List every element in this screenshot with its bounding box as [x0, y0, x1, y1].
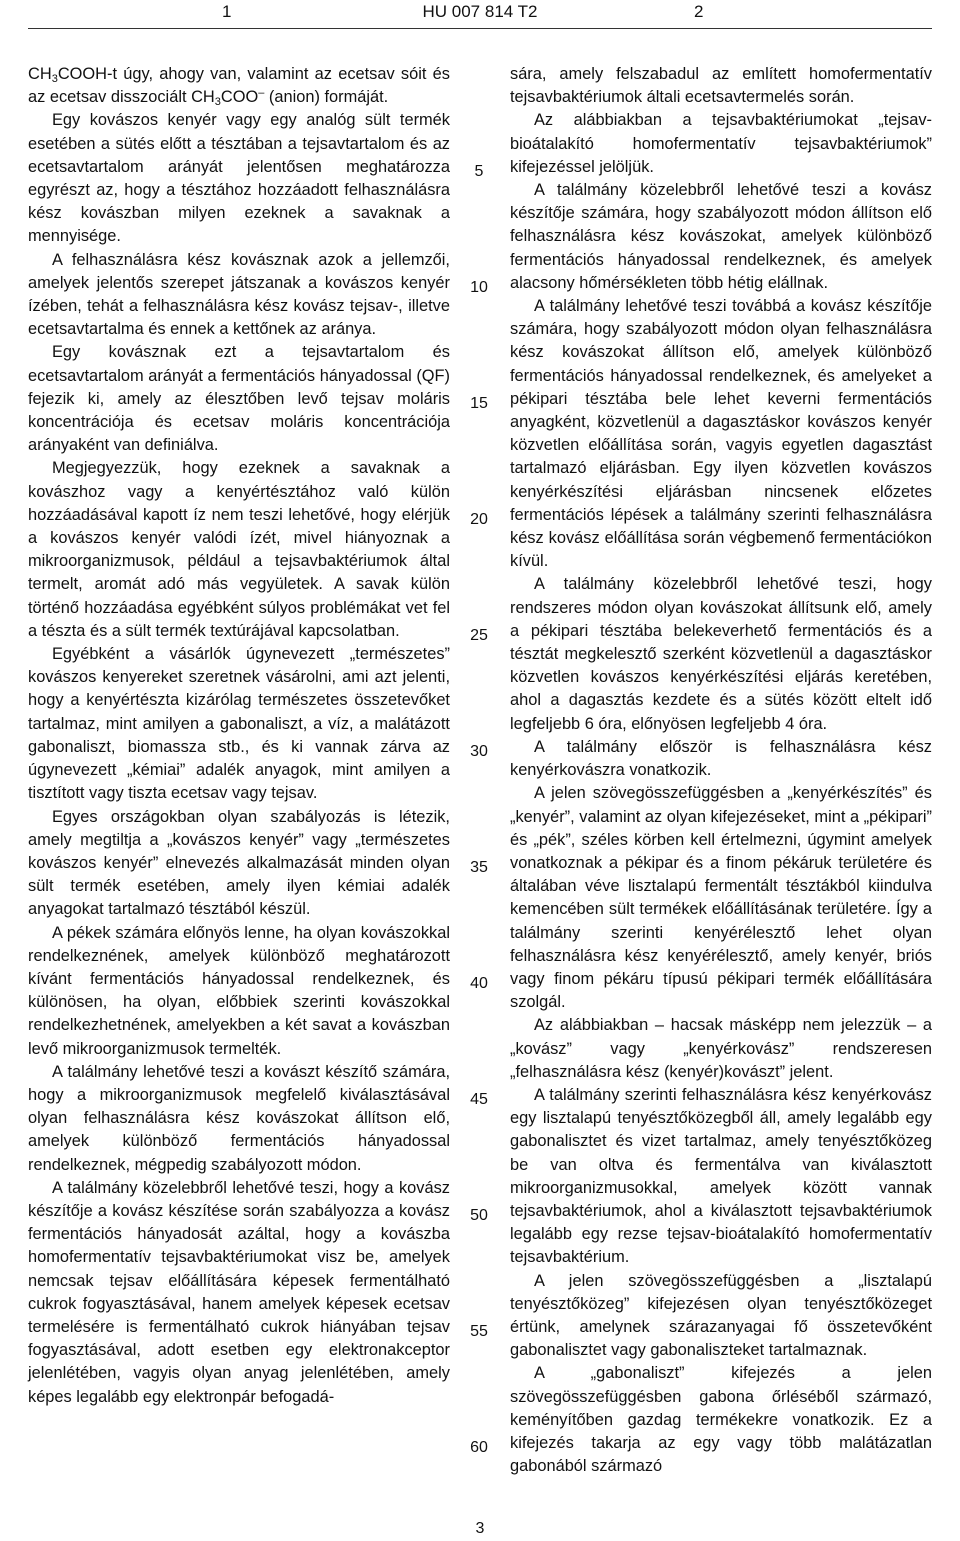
- left-paragraph: Egyébként a vásárlók úgynevezett „természetes” kovászos kenyereket szeretnek vásárolni, ami azt jelenti, hogy a kenyértészta kizárólag természetes összetevőket tartalmaz, mint amilyen a gabonaliszt, a víz, a malátázott gabonaliszt, biomassza stb., és ki vannak zárva az úgynevezett „kémiai” adalék anyagok, mint amilyen a tisztított vagy tiszta ecetsav vagy tejsav.: [28, 645, 450, 803]
- formula-text: COOH-t úgy, ahogy van, valamint az ecetsav sóit és az ecetsav disszociált CH: [28, 65, 450, 107]
- left-paragraph: A találmány lehetővé teszi a kovászt készítő számára, hogy a mikroorganizmusok megfelelő kiválasztásával olyan felhasználásra kész kovászokat állítson elő, amelyek különböző fermentációs hányadossal rendelkeznek, mégpedig szabályozott módon.: [28, 1062, 450, 1174]
- right-paragraph: Az alábbiakban a tejsavbaktériumokat „tejsav-bioátalakító homofermentatív tejsavbaktériumok” kifejezéssel jelöljük.: [510, 111, 932, 176]
- line-number: 25: [470, 627, 488, 644]
- formula-subscript: 3: [214, 96, 221, 109]
- right-paragraph: A találmány először is felhasználásra kész kenyérkovászra vonatkozik.: [510, 737, 932, 780]
- line-number: 55: [470, 1323, 488, 1340]
- line-number: 30: [470, 743, 488, 760]
- line-number: 20: [470, 511, 488, 528]
- left-paragraph: Megjegyezzük, hogy ezeknek a savaknak a kovászhoz vagy a kenyértésztához való külön hozzáadásával kapott íz nem teszi lehetővé, hogy elérjük a kovászos kenyér valódi ízét, mivel hiányoznak a mikroorganizmusok, például a tejsavbaktériumok által termelt, aromát adó más vegyületek. A savak külön történő hozzáadása egyébként súlyos problémákat vet fel a tészta és a sült termék textúrájával kapcsolatban.: [28, 459, 450, 640]
- right-paragraph: A jelen szövegösszefüggésben a „kenyérkészítés” és „kenyér”, valamint az olyan kifejezéseket, mint a „pékipari” és „pék”, széles körben kell értelmezni, úgymint amelyek vonatkoznak a pékipar és a finom pékáruk területére és általában véve lisztalapú fermentált tésztákból kiindulva kemencében sült termékek előállításának területére. Így a találmány szerinti kenyérélesztő lehet olyan felhasználásra kész kenyérélesztő, amely kenyér, briós vagy finom pékáru típusú pékipari termék előállítására szolgál.: [510, 784, 932, 1012]
- formula-subscript: 3: [51, 73, 58, 85]
- line-number: 40: [470, 975, 488, 992]
- line-number: 60: [470, 1439, 488, 1456]
- right-column: [510, 63, 932, 1478]
- right-paragraph: A találmány közelebbről lehetővé teszi, hogy rendszeres módon olyan kovászokat állítsunk elő, amely a pékipari tésztába belekeverhető fermentációs és a tésztát megkelesztő szerként közvetlenül a dagasztáskor közvetlen kovászos kenyérkészítési eljárás keretében, ahol a dagasztás kezdete és a sütés között eltelt idő legfeljebb 6 óra, előnyösen legfeljebb 4 óra.: [510, 575, 932, 733]
- line-number: 5: [474, 163, 484, 180]
- formula-superscript: –: [258, 87, 265, 100]
- footer-page-number: 3: [475, 1520, 485, 1537]
- right-paragraph: A találmány szerinti felhasználásra kész kenyérkovász egy lisztalapú tenyésztőközegből áll, amely legalább egy gabonalisztet és vizet tartalmaz, amely tenyésztőközeg be van oltva és fermentálva van kiválasztott mikroorganizmusokkal, amelyek között vannak tejsavbaktériumok, ahol a kiválasztott tejsavbaktériumok legalább egy rezse tejsav-bioátalakító homofermentatív tejsavbaktérium.: [510, 1085, 932, 1267]
- formula-text: CH: [28, 65, 52, 83]
- right-paragraph: A jelen szövegösszefüggésben a „lisztalapú tenyésztőközeg” kifejezésen olyan tenyésztőközeget értünk, amelynek szárazanyagai fő összetevőként gabonalisztet vagy gabonaliszteket tartalmaznak.: [510, 1271, 932, 1360]
- left-paragraph: Egy kovásznak ezt a tejsavtartalom és ecetsavtartalom arányát a fermentációs hányadossal (QF) fejezik ki, amely az élesztőben levő tejsav moláris koncentrációja és ecetsav moláris koncentrációja arányaként van definiálva.: [28, 343, 450, 455]
- left-paragraph: Egyes országokban olyan szabályozás is létezik, amely megtiltja a „kovászos kenyér” vagy „természetes kovászos kenyér” elnevezés alkalmazását minden olyan sült termék esetében, amely ilyen kémiai adalék anyagokat tartalmazó tésztából készül.: [28, 807, 450, 919]
- left-paragraph: A pékek számára előnyös lenne, ha olyan kovászokkal rendelkeznének, amelyek különböző meghatározott kívánt fermentációs hányadossal rendelkeznek, és különösen, ha olyan, előbbiek szerinti kovászokkal rendelkezhetnének, amelyekben a két savat a kovászban levő mikroorganizmusok termelték.: [28, 923, 450, 1058]
- header-left-page-number: 1: [222, 2, 232, 21]
- right-paragraph: Az alábbiakban – hacsak másképp nem jelezzük – a „kovász” vagy „kenyérkovász” rendszeresen „felhasználásra kész (kenyér)kovászt” jelent.: [510, 1016, 932, 1081]
- left-paragraph-formula: [28, 63, 450, 109]
- left-paragraph: A felhasználásra kész kovásznak azok a jellemzői, amelyek jelentős szerepet játszanak a kovászos kenyér ízében, tehát a felhasználásra kész kovász tejsav-, illetve ecetsavtartalma és ennek a kettőnek az aránya.: [28, 250, 450, 339]
- header-rule: [28, 28, 932, 29]
- header-document-id: HU 007 814 T2: [422, 2, 538, 21]
- line-number: 10: [470, 279, 488, 296]
- right-paragraph: A találmány közelebbről lehetővé teszi a kovász készítője számára, hogy szabályozott módon állítson elő felhasználásra kész kovászokat, amelyek különböző fermentációs hányadossal rendelkeznek, és amelyek alacsony hőmérsékleten több hétig elállnak.: [510, 181, 932, 292]
- left-paragraph: A találmány közelebbről lehetővé teszi, hogy a kovász készítője a kovász készítése során szabályozza a kovász fermentációs hányadosát azáltal, hogy a kovászba homofermentatív tejsavbaktériumokat visz be, amelyek nemcsak tejsav előállítására képesek fermentálható cukrok fogyasztásával, hanem amelyek képesek ecetsav termelésére is fermentálható cukrok hiányában tejsav fogyasztásával, adott esetben egy elektronakceptor jelenlétében, vagyis olyan anyag jelenlétében, amely képes legalább egy elektronpár befogadá-: [28, 1178, 450, 1406]
- line-number: 45: [470, 1091, 488, 1108]
- right-paragraph: A „gabonaliszt” kifejezés a jelen szövegösszefüggésben gabona őrléséből származó, keményítőben gazdag termékekre vonatkozik. Ez a kifejezés takarja az egy vagy több malátázatlan gabonából származó: [510, 1364, 932, 1476]
- left-paragraph: Egy kovászos kenyér vagy egy analóg sült termék esetében a sütés előtt a tésztában a tejsavtartalom és az ecetsavtartalom arányát jelentősen meghatározza egyrészt az, hogy a tésztához hozzáadott felhasználásra kész kovászban milyen ezeknek a savaknak a mennyisége.: [28, 111, 450, 246]
- header-right-page-number: 2: [694, 2, 704, 21]
- line-number: 35: [470, 859, 488, 876]
- right-paragraph: sára, amely felszabadul az említett homofermentatív tejsavbaktériumok általi ecetsavtermelés során.: [510, 65, 932, 107]
- formula-text: (anion) formáját.: [264, 88, 389, 107]
- line-number: 15: [470, 395, 488, 412]
- left-column: [28, 63, 450, 1409]
- formula-text: COO: [220, 88, 259, 107]
- line-number: 50: [470, 1207, 488, 1224]
- right-paragraph: A találmány lehetővé teszi továbbá a kovász készítője számára, hogy szabályozott módon olyan felhasználásra kész kovászokat állítson elő, amelyek különböző fermentációs hányadossal rendelkeznek, és amelyeket a pékipari tésztába bele lehet keverni fermentációs anyagként, közvetlenül a dagasztáskor kovászos kenyér közvetlen előállítása során, vagyis egyetlen dagasztást tartalmazó eljárásban. Egy ilyen közvetlen kovászos kenyérkészítési eljárásban nincsenek előzetes fermentációs lépések a találmány szerinti felhasználásra kész kovász előállítása során végbemenő fermentációkon kívül.: [510, 297, 932, 571]
